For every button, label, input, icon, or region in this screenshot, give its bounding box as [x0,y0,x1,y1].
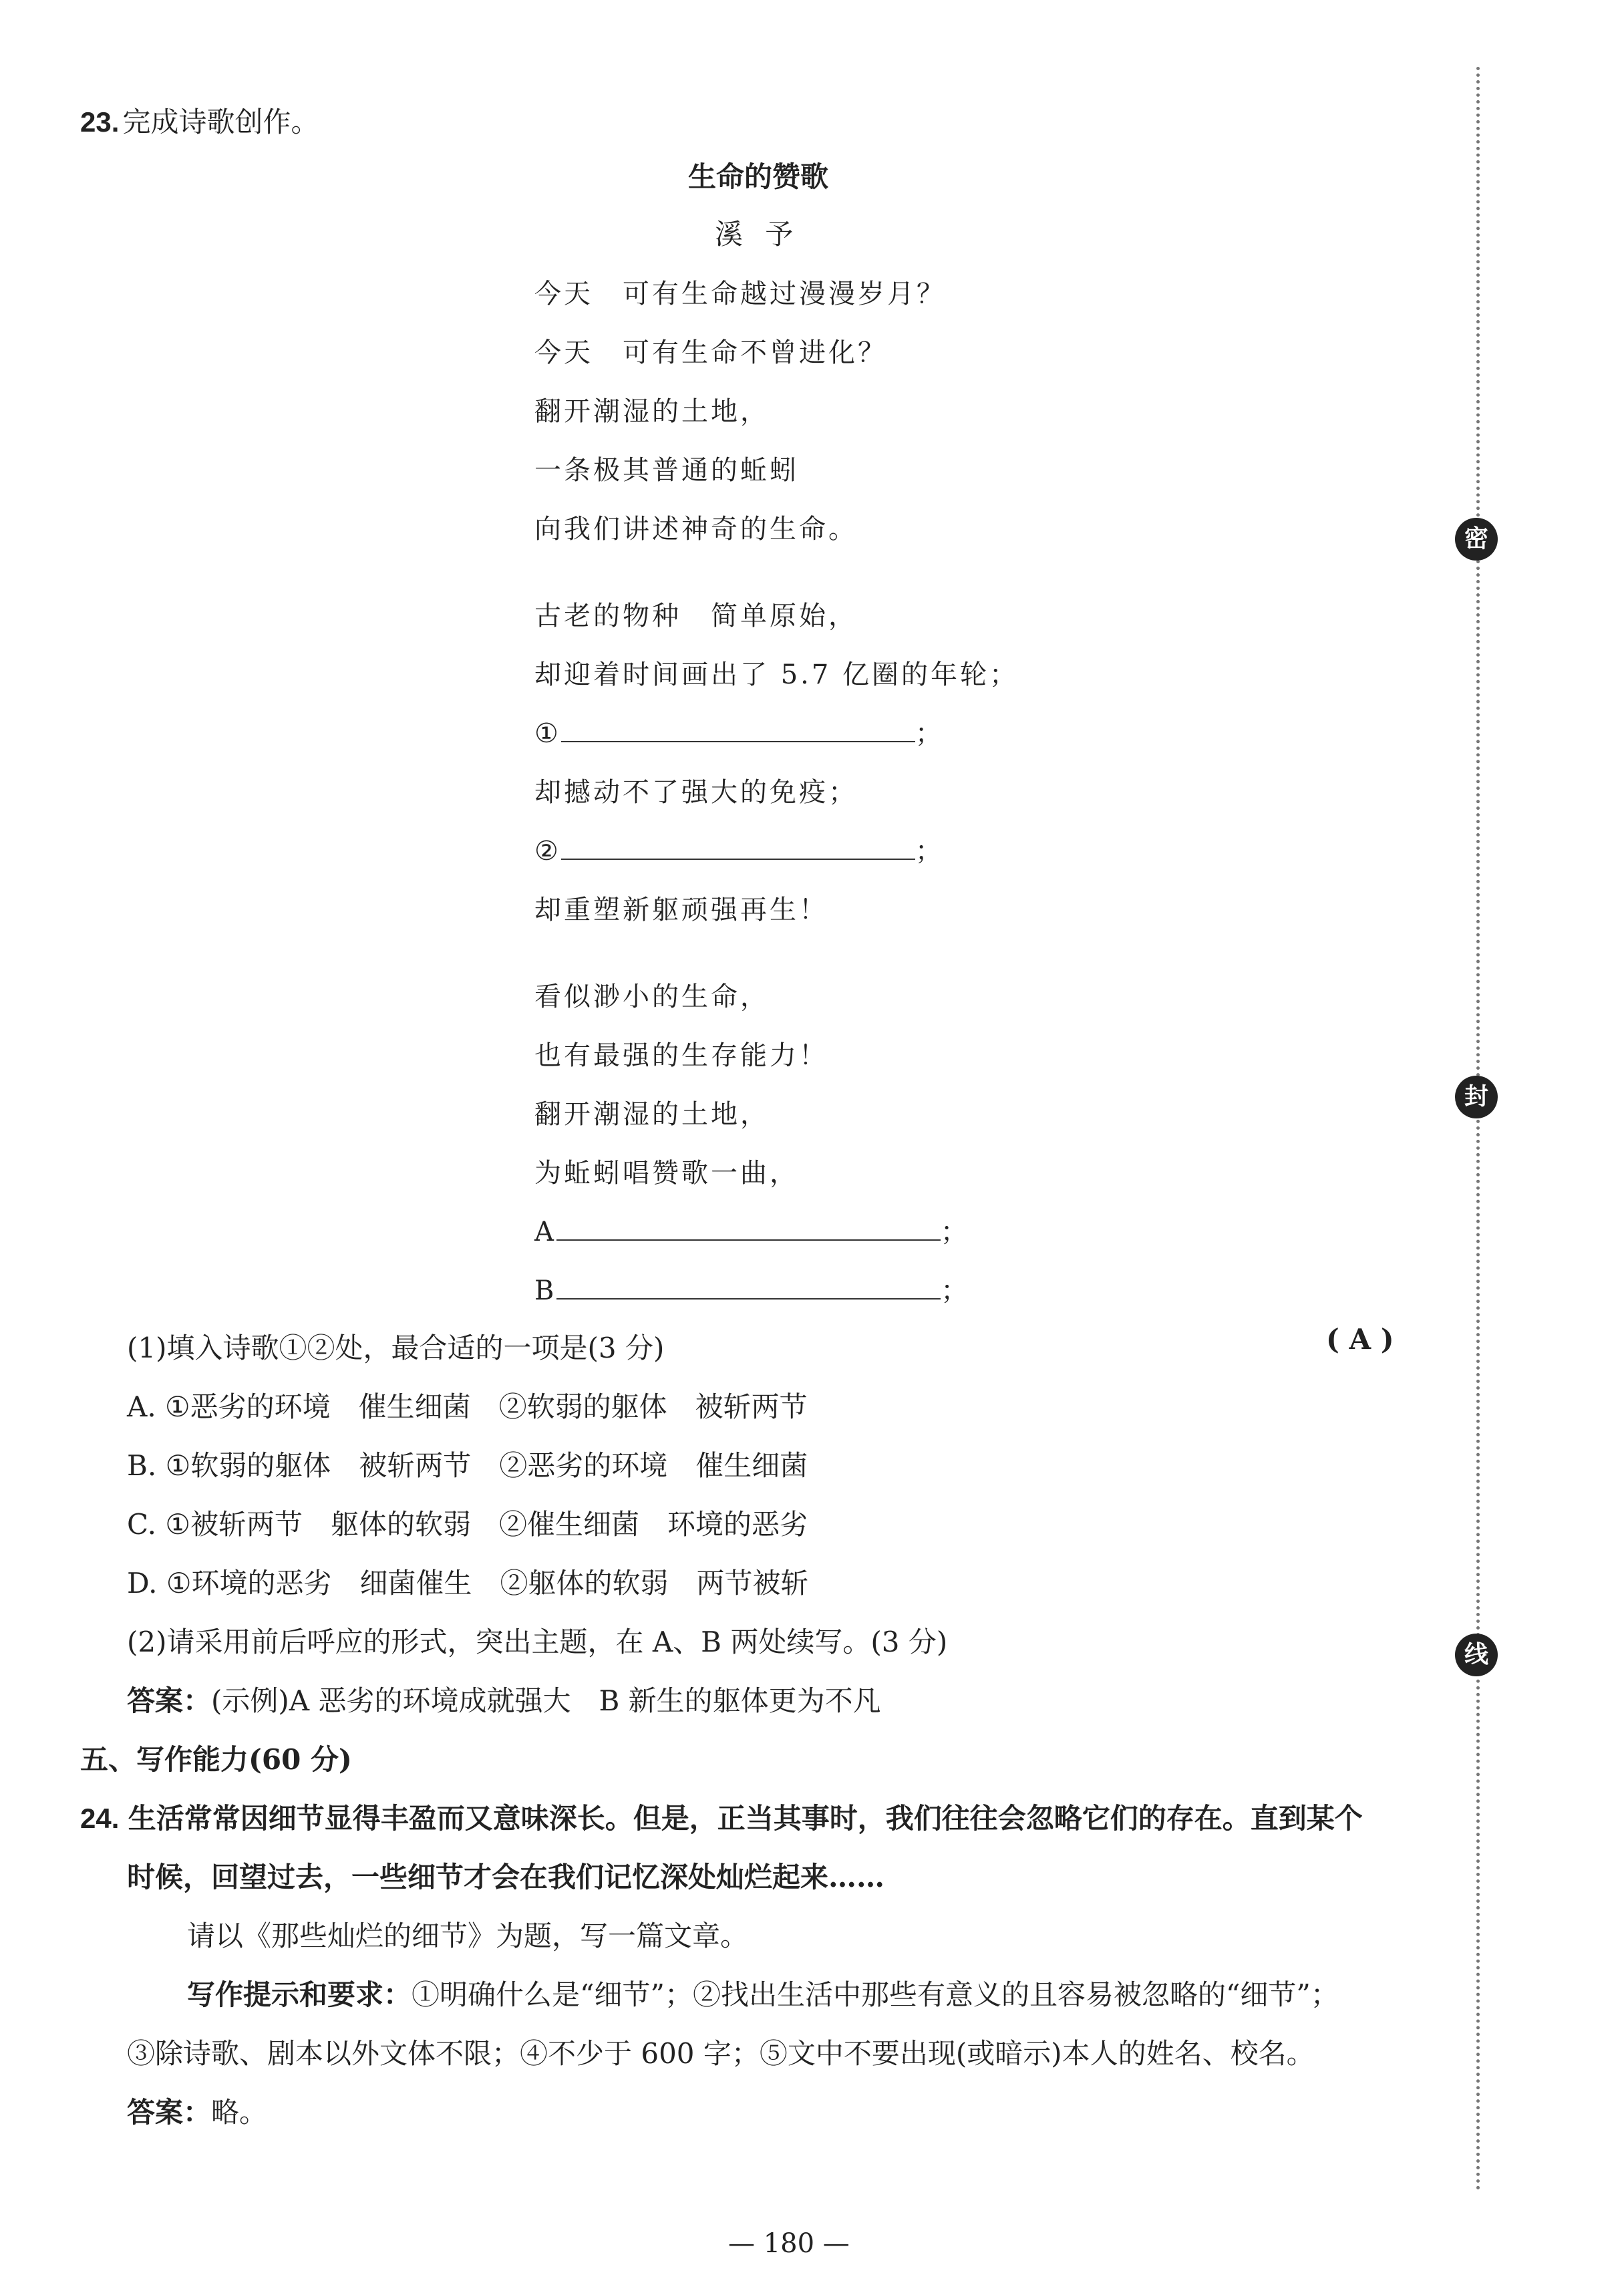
seal-char-xian: 线 [1455,1634,1498,1676]
answer-label: 答案： [127,1684,212,1717]
blank-b-line [534,1269,970,1308]
poem-line: 却撼动不了强大的免疫； [534,777,858,808]
answer-label: 答案： [127,2096,212,2129]
blank-a[interactable] [556,1213,941,1241]
poem-line: 却重塑新躯顽强再生！ [534,895,828,925]
poem-title: 生命的赞歌 [688,160,829,193]
answer-2 [127,1679,881,1719]
blank-a-line [534,1211,970,1249]
answer-bracket: ( A ) [1326,1323,1394,1356]
poem-author: 溪 予 [715,218,800,251]
question-number: 23. [80,106,120,138]
seal-char-feng: 封 [1455,1076,1498,1118]
poem-line: 为蚯蚓唱赞歌一曲， [534,1158,799,1189]
sub-question-1: (1)填入诗歌①②处，最合适的一项是(3 分) [127,1332,665,1364]
blank-2-mark: ② [534,836,561,867]
option-a: A. ①恶劣的环境 催生细菌 ②软弱的躯体 被斩两节 [127,1390,808,1423]
poem-line: 却迎着时间画出了 5.7 亿圈的年轮； [534,659,1019,690]
blank-2[interactable] [561,832,915,860]
seal-dotted-line [1476,67,1480,2191]
answer-text: (示例)A 恶劣的环境成就强大 B 新生的躯体更为不凡 [211,1684,881,1717]
poem-line: 翻开潮湿的土地， [534,396,770,427]
blank-a-mark: A [534,1217,556,1247]
blank-2-line [534,830,945,868]
poem-line: 今天 可有生命越过漫漫岁月？ [534,279,946,309]
question-24-line-3: 请以《那些灿烂的细节》为题，写一篇文章。 [187,1920,749,1952]
poem-line: 古老的物种 简单原始， [534,601,858,631]
blank-b-mark: B [534,1275,557,1306]
page-number: — 180 — [728,2228,850,2259]
option-c: C. ①被斩两节 躯体的软弱 ②催生细菌 环境的恶劣 [127,1508,808,1541]
poem-line: 翻开潮湿的土地， [534,1099,770,1130]
answer-text: 略。 [211,2096,268,2129]
question-24-line-2: 时候，回望过去，一些细节才会在我们记忆深处灿烂起来…… [127,1861,885,1893]
question-24-line-1 [80,1797,1363,1837]
requirements-text: ①明确什么是“细节”；②找出生活中那些有意义的且容易被忽略的“细节”； [412,1978,1339,2011]
requirements-line-1 [187,1973,1339,2013]
seal-char-mi: 密 [1455,518,1498,561]
poem-line: 看似渺小的生命， [534,981,770,1012]
blank-1-line [534,712,945,750]
question-number: 24. [80,1803,120,1834]
semicolon: ； [940,1217,970,1247]
semicolon: ； [915,718,945,749]
poem-line: 向我们讲述神奇的生命。 [534,514,858,545]
semicolon: ； [915,836,945,867]
question-23-heading [80,100,319,140]
poem-line: 一条极其普通的蚯蚓 [534,455,799,486]
blank-1-mark: ① [534,718,561,749]
sub-question-2: (2)请采用前后呼应的形式，突出主题，在 A、B 两处续写。(3 分) [127,1626,948,1658]
answer-24 [127,2091,267,2131]
blank-b[interactable] [556,1271,941,1300]
option-d: D. ①环境的恶劣 细菌催生 ②躯体的软弱 两节被斩 [127,1567,809,1599]
blank-1[interactable] [561,714,915,742]
question-text: 生活常常因细节显得丰盈而又意味深长。但是，正当其事时，我们往往会忽略它们的存在。直到某个 [128,1802,1363,1835]
requirements-label: 写作提示和要求： [187,1978,412,2011]
poem-line: 今天 可有生命不曾进化？ [534,337,887,368]
semicolon: ； [941,1275,971,1306]
option-b: B. ①软弱的躯体 被斩两节 ②恶劣的环境 催生细菌 [127,1449,808,1482]
section-heading: 五、写作能力(60 分) [80,1743,352,1776]
requirements-line-2: ③除诗歌、剧本以外文体不限；④不少于 600 字；⑤文中不要出现(或暗示)本人的姓名、校名。 [127,2037,1315,2070]
poem-line: 也有最强的生存能力！ [534,1040,828,1071]
question-prompt: 完成诗歌创作。 [122,106,319,138]
